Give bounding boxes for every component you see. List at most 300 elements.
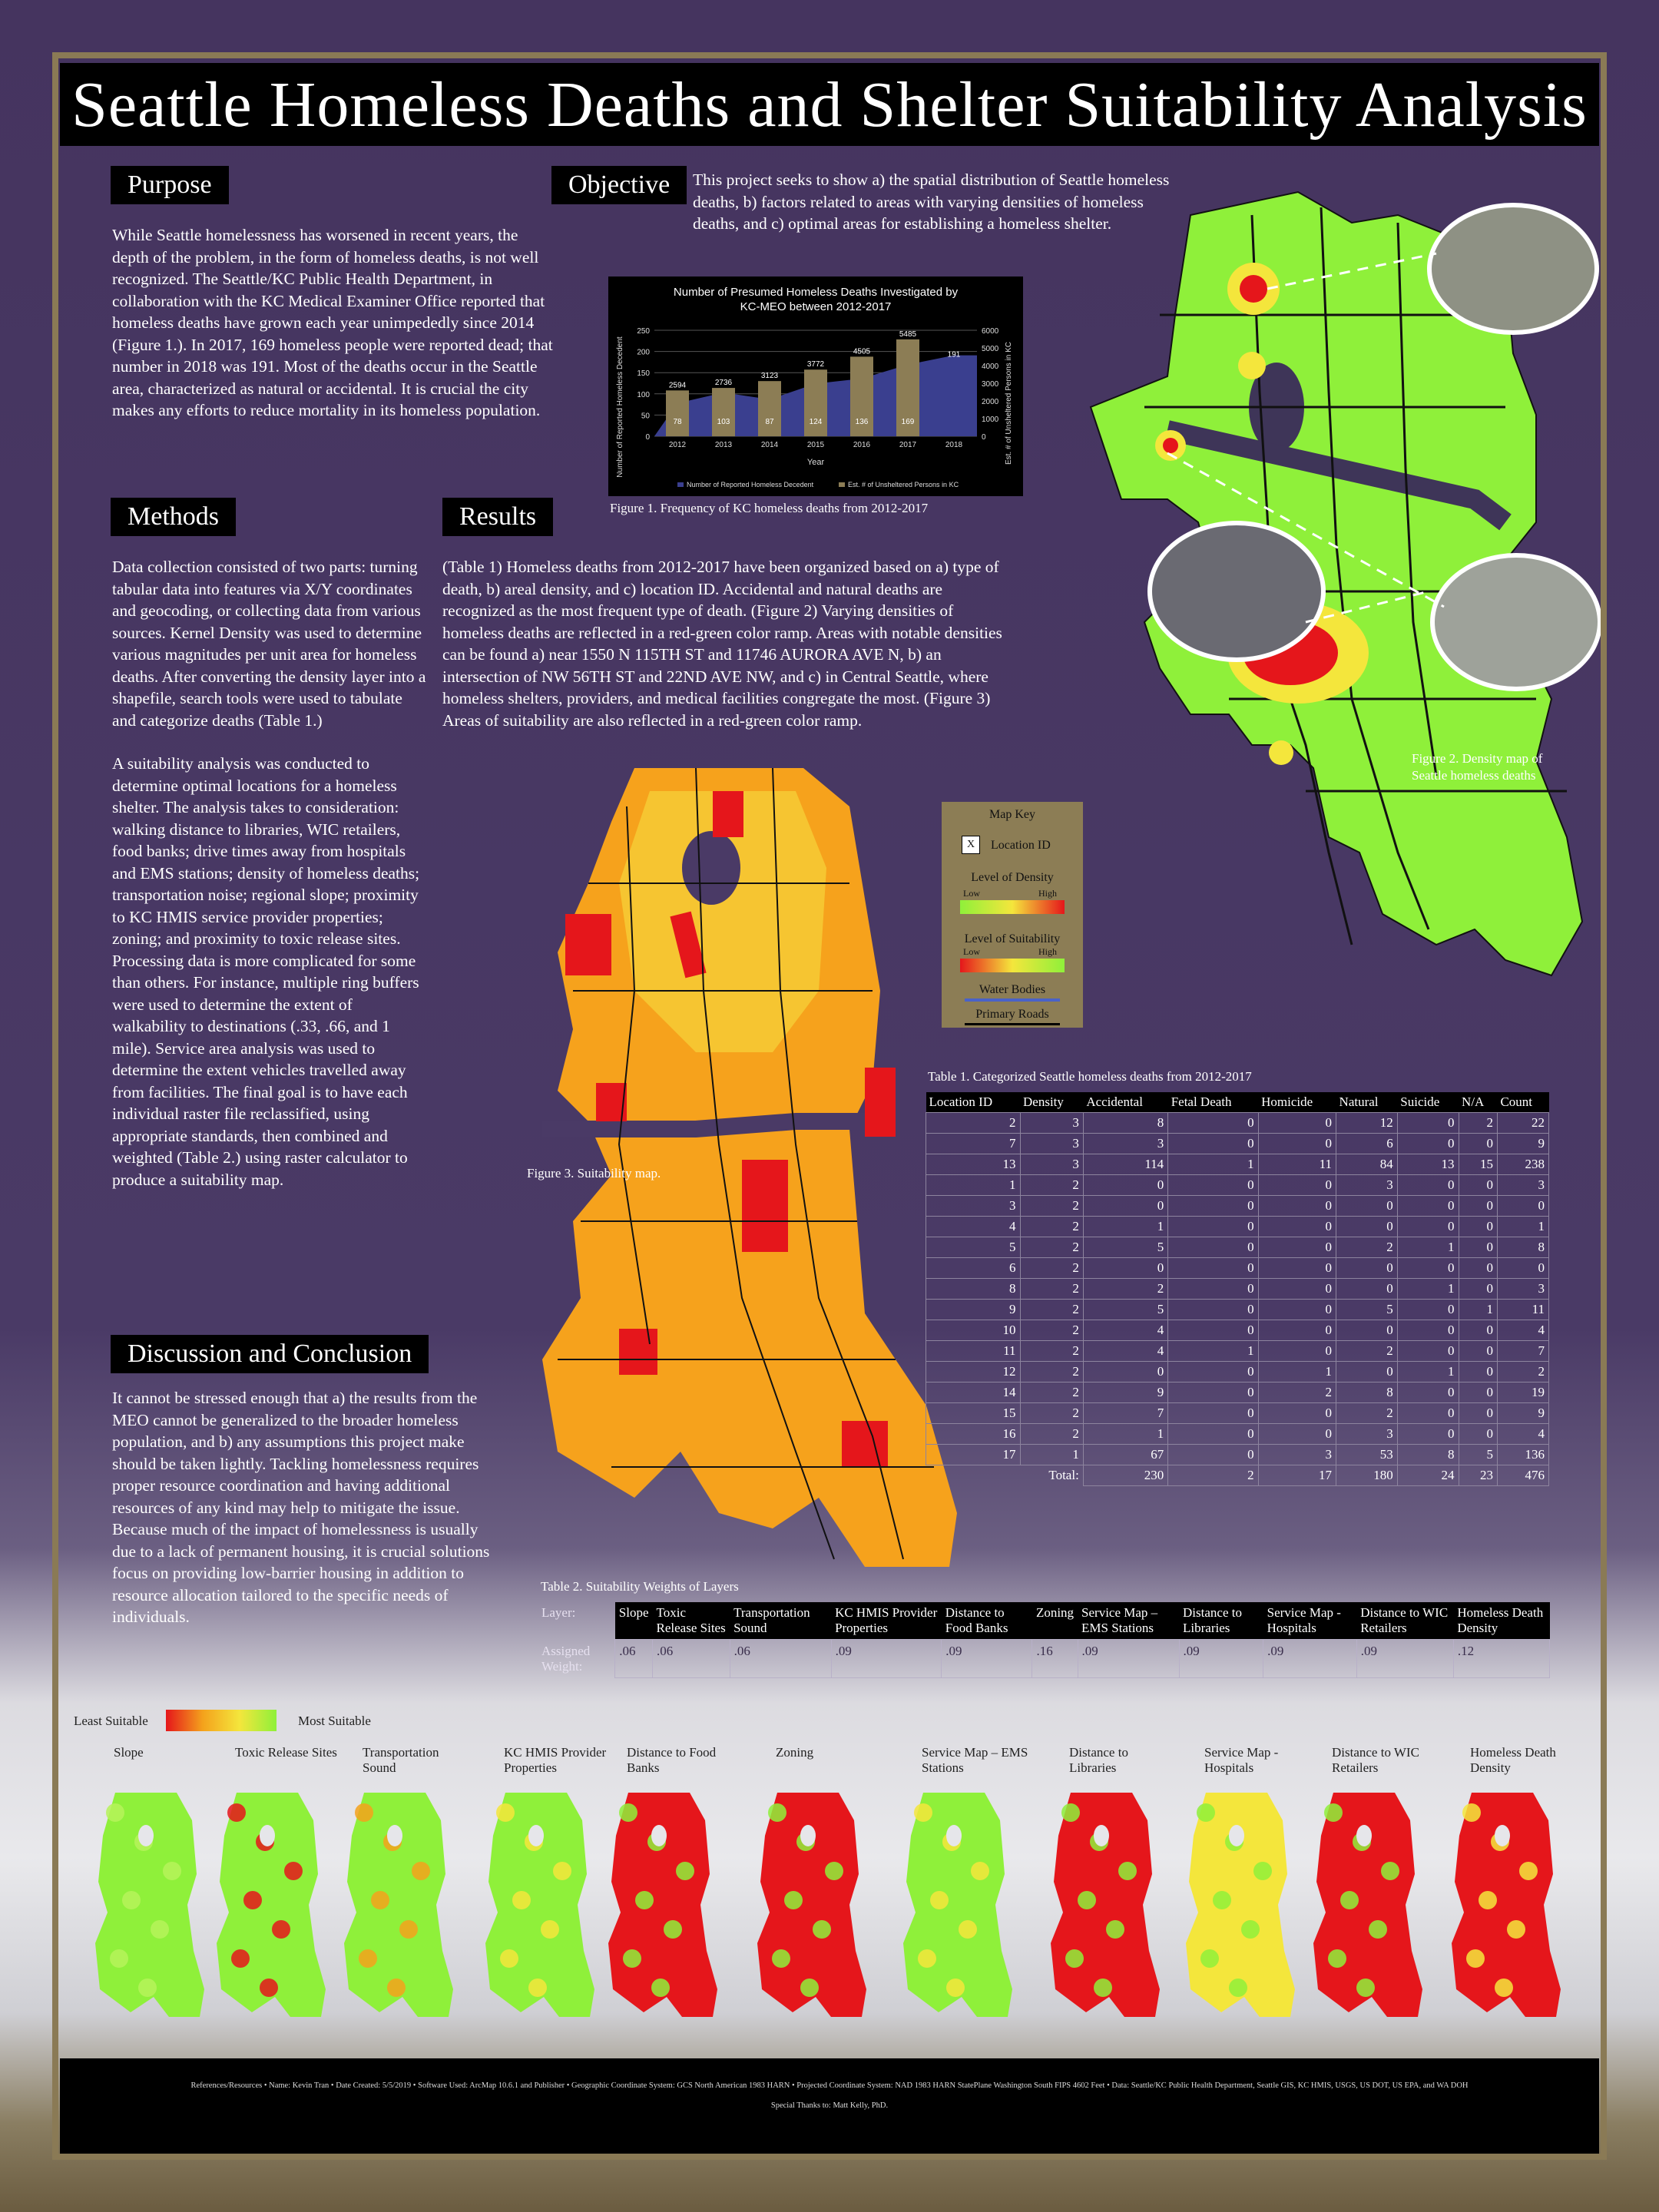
chart-title-line1: Number of Presumed Homeless Deaths Investigated by: [673, 286, 959, 299]
total-label: Total:: [1048, 1468, 1079, 1483]
density-map-graphic: [1075, 161, 1601, 1075]
y2-tick-label: 1000: [982, 416, 999, 424]
layer-header-cell: Transportation Sound: [730, 1602, 831, 1640]
total-cell: 476: [1497, 1465, 1548, 1486]
table-cell: 1: [1083, 1217, 1167, 1237]
table-cell: 4: [1497, 1320, 1548, 1341]
figure-2-caption-line2: Seattle homeless deaths: [1412, 768, 1536, 783]
table-cell: 0: [1336, 1320, 1398, 1341]
table-cell: 4: [926, 1217, 1021, 1237]
results-heading: Results: [442, 498, 553, 536]
table-cell: 2: [1336, 1237, 1398, 1258]
chart-title-line2: KC-MEO between 2012-2017: [740, 300, 892, 313]
weight-cell: .06: [653, 1640, 730, 1678]
layer-map-label: Service Map - Hospitals: [1204, 1745, 1279, 1775]
table-cell: 0: [1168, 1300, 1258, 1320]
total-cell: 24: [1397, 1465, 1459, 1486]
layer-map-thumbnail: [341, 1790, 456, 2020]
bar-data-label: 2736: [714, 379, 733, 388]
table-cell: 0: [1459, 1196, 1497, 1217]
table-row: [926, 1217, 1549, 1237]
table-cell: 13: [1397, 1154, 1459, 1175]
figure-1-chart: [608, 276, 1023, 496]
decedent-data-label: 103: [717, 418, 730, 426]
layer-header-cell: Homeless Death Density: [1453, 1602, 1549, 1640]
bar-data-label: 3123: [760, 372, 779, 381]
y2-tick-label: 6000: [982, 327, 999, 336]
methods-paragraph-1: Data collection consisted of two parts: turning tabular data into features via X/Y coordinates and geocoding, or collecting data from various sources. Kernel Density was used to determine various magnitudes per unit area for homeless deaths. After converting the density layer into a shapefile, search tools were used to tabulate and categorize deaths (Table 1.): [112, 558, 426, 730]
bar-data-label: 2594: [668, 381, 687, 390]
table-cell: 84: [1336, 1154, 1398, 1175]
decedent-data-label: 78: [673, 418, 682, 426]
table-row: [926, 1154, 1549, 1175]
y2-tick-label: 0: [982, 433, 986, 442]
weight-cell: .09: [1078, 1640, 1179, 1678]
total-cell: 2: [1168, 1465, 1258, 1486]
table-cell: 0: [1168, 1175, 1258, 1196]
table-cell: 0: [1336, 1279, 1398, 1300]
table-row: [926, 1382, 1549, 1403]
y2-tick-label: 2000: [982, 398, 999, 406]
table-cell: 6: [1336, 1134, 1398, 1154]
table-row: [926, 1341, 1549, 1362]
table-cell: 0: [1459, 1258, 1497, 1279]
table-cell: 0: [1336, 1258, 1398, 1279]
weight-row-label: Assigned Weight:: [541, 1643, 591, 1674]
discussion-text: It cannot be stressed enough that a) the results from the MEO cannot be generalized to the broader homeless population, and b) any assumptions this project make should be taken lightly. Tackling homelessness requires proper resource coordination and having additional resources of any kind may help to mitigate the issue. Because much of the impact of homelessness is usually due to a lack of permanent housing, it is crucial solutions focus on providing low-barrier housing in addition to resource allocation tailored to the specific needs of individuals.: [112, 1389, 490, 1626]
table-cell: 5: [1083, 1237, 1167, 1258]
table-cell: 0: [1459, 1134, 1497, 1154]
table-cell: 0: [1258, 1237, 1336, 1258]
location-id-label: Location ID: [991, 839, 1051, 852]
table-cell: 11: [926, 1341, 1021, 1362]
suitability-ramp: [960, 959, 1065, 972]
table-cell: 2: [1020, 1279, 1083, 1300]
table-cell: 0: [1497, 1258, 1548, 1279]
table-cell: 0: [1459, 1382, 1497, 1403]
table-cell: 10: [926, 1320, 1021, 1341]
y2-tick-label: 5000: [982, 345, 999, 353]
layer-map-label: Distance to Food Banks: [627, 1745, 717, 1775]
table-cell: 5: [1459, 1445, 1497, 1465]
table-cell: 12: [926, 1362, 1021, 1382]
layer-header-cell: Distance to Libraries: [1179, 1602, 1263, 1640]
total-cell: 23: [1459, 1465, 1497, 1486]
table-cell: 8: [1497, 1237, 1548, 1258]
table-cell: 3: [926, 1196, 1021, 1217]
water-symbol: [965, 998, 1060, 1002]
x-tick-label: 2016: [853, 441, 871, 449]
table-cell: 0: [1168, 1320, 1258, 1341]
table-cell: 0: [1258, 1113, 1336, 1134]
table-row: [926, 1445, 1549, 1465]
table-cell: 8: [1083, 1113, 1167, 1134]
table-cell: 3: [1336, 1424, 1398, 1445]
weight-cell: .12: [1453, 1640, 1549, 1678]
table-cell: 22: [1497, 1113, 1548, 1134]
density-ramp: [960, 900, 1065, 914]
weight-cell: .16: [1032, 1640, 1078, 1678]
table-row: [926, 1134, 1549, 1154]
table-cell: 3: [1020, 1154, 1083, 1175]
table-cell: 4: [1083, 1341, 1167, 1362]
table-cell: 2: [1083, 1279, 1167, 1300]
weight-cell: .06: [730, 1640, 831, 1678]
x-tick-label: 2018: [945, 441, 963, 449]
layer-map-label: Homeless Death Density: [1470, 1745, 1556, 1775]
table-cell: 2: [1020, 1382, 1083, 1403]
methods-paragraph-2: A suitability analysis was conducted to determine optimal locations for a homeless shelter. The analysis takes to consideration: walking distance to libraries, WIC retailers, food banks; drive times away from hospitals and EMS stations; density of homeless deaths; transportation noise; regional slope; proximity to KC HMIS service provider properties; zoning; and proximity to toxic release sites. Processing data is more complicated for some than others. For instance, multiple ring buffers were used to determine the extent of walkability to destinations (.33, .66, and 1 mile). Service area analysis was used to determine the extent vehicles travelled away from facilities. The final goal is to have each individual raster file reclassified, using appropriate standards, then combined and weighted (Table 2.) using raster calculator to produce a suitability map.: [112, 754, 420, 1189]
purpose-heading: Purpose: [111, 166, 229, 204]
table-cell: 5: [926, 1237, 1021, 1258]
table-cell: 0: [1258, 1424, 1336, 1445]
layer-map-thumbnail: [1183, 1790, 1298, 2020]
legend-unsheltered: Est. # of Unsheltered Persons in KC: [848, 481, 959, 488]
figure-1-caption: Figure 1. Frequency of KC homeless deaths from 2012-2017: [610, 501, 929, 515]
table-1-header-cell: Fetal Death: [1168, 1092, 1258, 1113]
table-cell: 0: [1083, 1258, 1167, 1279]
density-high: High: [1038, 888, 1057, 899]
layer-map-label: Service Map – EMS Stations: [922, 1745, 1028, 1775]
y-tick-label: 150: [637, 369, 650, 379]
weight-cell: .09: [1179, 1640, 1263, 1678]
table-cell: 1: [1397, 1362, 1459, 1382]
table-cell: 0: [1168, 1258, 1258, 1279]
layer-header-cell: Toxic Release Sites: [653, 1602, 730, 1640]
table-1-header-cell: Homicide: [1258, 1092, 1336, 1113]
table-2: [538, 1602, 1550, 1678]
layer-map-thumbnail: [754, 1790, 869, 2020]
table-1-header-row: [926, 1092, 1549, 1113]
table-cell: 3: [1336, 1175, 1398, 1196]
legend-decedent: Number of Reported Homeless Decedent: [687, 481, 814, 488]
bar-data-label: 4505: [853, 347, 871, 356]
table-cell: 0: [1168, 1279, 1258, 1300]
table-cell: 0: [1258, 1175, 1336, 1196]
table-1-caption: Table 1. Categorized Seattle homeless deaths from 2012-2017: [928, 1069, 1252, 1084]
table-cell: 11: [1258, 1154, 1336, 1175]
table-cell: 0: [1258, 1134, 1336, 1154]
table-cell: 0: [1168, 1217, 1258, 1237]
weight-cell: .09: [1263, 1640, 1357, 1678]
table-cell: 1: [1459, 1300, 1497, 1320]
table-cell: 0: [1397, 1424, 1459, 1445]
layer-map-label: Distance to Libraries: [1069, 1745, 1128, 1775]
layer-map-thumbnail: [1310, 1790, 1426, 2020]
y-tick-label: 50: [641, 412, 650, 421]
table-cell: 238: [1497, 1154, 1548, 1175]
table-row: [926, 1320, 1549, 1341]
total-cell: 17: [1258, 1465, 1336, 1486]
table-1-header-cell: Suicide: [1397, 1092, 1459, 1113]
table-cell: 2: [1020, 1217, 1083, 1237]
table-cell: 6: [926, 1258, 1021, 1279]
table-cell: 11: [1497, 1300, 1548, 1320]
table-cell: 2: [1020, 1258, 1083, 1279]
decedent-data-label: 124: [809, 418, 823, 426]
table-cell: 15: [926, 1403, 1021, 1424]
table-cell: 3: [1020, 1134, 1083, 1154]
layer-header-cell: Service Map - Hospitals: [1263, 1602, 1357, 1640]
table-cell: 2: [1020, 1424, 1083, 1445]
bar-unsheltered: [666, 390, 689, 436]
table-cell: 2: [1258, 1382, 1336, 1403]
chart-xlabel: Year: [806, 458, 825, 467]
table-row: [926, 1279, 1549, 1300]
weight-cell: .09: [1356, 1640, 1453, 1678]
bar-chart: [608, 276, 1023, 496]
table-cell: 2: [1336, 1403, 1398, 1424]
table-cell: 0: [1497, 1196, 1548, 1217]
table-2-caption: Table 2. Suitability Weights of Layers: [541, 1579, 739, 1594]
table-cell: 0: [1168, 1134, 1258, 1154]
footer-thanks: Special Thanks to: Matt Kelly, PhD.: [770, 2101, 889, 2110]
layer-row-label: Layer:: [541, 1605, 576, 1620]
table-cell: 4: [1083, 1320, 1167, 1341]
water-bodies-label: Water Bodies: [979, 983, 1046, 996]
table-cell: 1: [1397, 1237, 1459, 1258]
suitability-label: Level of Suitability: [964, 932, 1061, 945]
table-cell: 2: [926, 1113, 1021, 1134]
table-cell: 2: [1020, 1362, 1083, 1382]
table-row: [926, 1300, 1549, 1320]
table-cell: 0: [1459, 1175, 1497, 1196]
table-cell: 4: [1497, 1424, 1548, 1445]
table-row: [926, 1362, 1549, 1382]
table-cell: 0: [1397, 1258, 1459, 1279]
table-row: [926, 1403, 1549, 1424]
table-cell: 0: [1083, 1362, 1167, 1382]
table-cell: 2: [1336, 1341, 1398, 1362]
layer-map-label: Toxic Release Sites: [235, 1745, 337, 1760]
methods-heading: Methods: [111, 498, 236, 536]
table-cell: 7: [1497, 1341, 1548, 1362]
suitability-low: Low: [963, 946, 980, 957]
table-cell: 2: [1020, 1237, 1083, 1258]
poster-title: Seattle Homeless Deaths and Shelter Suitability Analysis: [71, 68, 1588, 141]
table-cell: 5: [1336, 1300, 1398, 1320]
table-cell: 0: [1459, 1237, 1497, 1258]
table-cell: 16: [926, 1424, 1021, 1445]
table-cell: 0: [1459, 1341, 1497, 1362]
layer-map-label: Zoning: [776, 1745, 814, 1760]
x-tick-label: 2015: [806, 441, 825, 449]
table-cell: 53: [1336, 1445, 1398, 1465]
purpose-text: While Seattle homelessness has worsened in recent years, the depth of the problem, in the form of homeless deaths, is not well recognized. The Seattle/KC Public Health Department, in collaboration with the KC Medical Examiner Office reported that homeless deaths have grown each year unimpededly since 2014 (Figure 1.). In 2017, 169 homeless people were reported dead; that number in 2018 was 191. Most of the deaths occur in the Seattle area, characterized as natural or accidental. It is crucial the city makes any efforts to reduce mortality in its homeless population.: [112, 226, 553, 419]
table-1-header-cell: N/A: [1459, 1092, 1497, 1113]
x-tick-label: 2017: [899, 441, 917, 449]
table-cell: 1: [1397, 1279, 1459, 1300]
table-cell: 0: [1397, 1300, 1459, 1320]
discussion-heading: Discussion and Conclusion: [111, 1335, 429, 1373]
weight-cell: .09: [831, 1640, 942, 1678]
weight-cell: .06: [615, 1640, 653, 1678]
table-1-header-cell: Natural: [1336, 1092, 1398, 1113]
table-1-header-cell: Density: [1020, 1092, 1083, 1113]
table-cell: 0: [1083, 1196, 1167, 1217]
table-cell: 15: [1459, 1154, 1497, 1175]
footer-references: References/Resources • Name: Kevin Tran • Date Created: 5/5/2019 • Software Used: ArcMap 10.6.1 and Publisher • Geographic Coordinate System: GCS North American 1983 HARN • Projected Coordinate System: NAD 1983 HARN StatePlane Washington South FIPS 4602 Feet • Data: Seattle/KC Public Health Department, Seattle GIS, KC HMIS, USGS, US DOT, US EPA, and WA DOH: [190, 2081, 1469, 2090]
table-cell: 9: [926, 1300, 1021, 1320]
title-bar: [60, 63, 1599, 146]
layer-map-thumbnail: [900, 1790, 1015, 2020]
location-id-symbol: X: [962, 836, 980, 854]
table-cell: 9: [1497, 1403, 1548, 1424]
table-cell: 7: [926, 1134, 1021, 1154]
table-cell: 0: [1168, 1424, 1258, 1445]
table-cell: 7: [1083, 1403, 1167, 1424]
bar-data-label: 5485: [899, 329, 917, 339]
table-cell: 0: [1397, 1217, 1459, 1237]
layer-header-cell: Zoning: [1032, 1602, 1078, 1640]
table-cell: 0: [1336, 1362, 1398, 1382]
table-cell: 0: [1397, 1320, 1459, 1341]
table-cell: 0: [1168, 1382, 1258, 1403]
layer-header-cell: Distance to Food Banks: [942, 1602, 1032, 1640]
table-cell: 0: [1397, 1113, 1459, 1134]
table-cell: 0: [1459, 1279, 1497, 1300]
layer-map-label: KC HMIS Provider Properties: [504, 1745, 607, 1775]
y2-tick-label: 3000: [982, 380, 999, 389]
table-cell: 2: [1020, 1196, 1083, 1217]
legend-swatch-unsheltered: [839, 482, 845, 487]
table-1: [926, 1092, 1549, 1486]
x-tick-label: 2014: [760, 441, 779, 449]
y-tick-label: 200: [637, 348, 650, 357]
table-cell: 2: [1497, 1362, 1548, 1382]
table-1-header-cell: Accidental: [1083, 1092, 1167, 1113]
decedent-data-label: 87: [765, 418, 774, 426]
table-cell: 0: [1397, 1382, 1459, 1403]
table-cell: 0: [1083, 1175, 1167, 1196]
table-cell: 114: [1083, 1154, 1167, 1175]
table-cell: 1: [1168, 1341, 1258, 1362]
table-cell: 0: [1258, 1279, 1336, 1300]
methods-text: [112, 556, 429, 1212]
table-cell: 3: [1258, 1445, 1336, 1465]
table-cell: 0: [1258, 1300, 1336, 1320]
table-cell: 2: [1020, 1300, 1083, 1320]
layer-map-label: Slope: [114, 1745, 144, 1760]
primary-roads-label: Primary Roads: [975, 1008, 1049, 1021]
footer: [60, 2058, 1599, 2154]
layer-map-label: Distance to WIC Retailers: [1332, 1745, 1419, 1775]
table-row: [926, 1175, 1549, 1196]
weight-cell: .09: [942, 1640, 1032, 1678]
table-cell: 1: [1497, 1217, 1548, 1237]
layer-header-cell: Slope: [615, 1602, 653, 1640]
table-row: [926, 1258, 1549, 1279]
map-key-title: Map Key: [989, 808, 1035, 821]
objective-heading: Objective: [551, 166, 687, 204]
layer-map-thumbnail: [92, 1790, 207, 2020]
table-cell: 1: [1083, 1424, 1167, 1445]
layer-header-cell: Distance to WIC Retailers: [1356, 1602, 1453, 1640]
table-row: [926, 1424, 1549, 1445]
table-1-header-cell: Location ID: [926, 1092, 1021, 1113]
table-cell: 1: [926, 1175, 1021, 1196]
table-cell: 0: [1459, 1403, 1497, 1424]
table-cell: 2: [1459, 1113, 1497, 1134]
y-tick-label: 0: [645, 433, 650, 442]
x-tick-label: 2012: [668, 441, 687, 449]
table-cell: 136: [1497, 1445, 1548, 1465]
table-cell: 0: [1459, 1424, 1497, 1445]
table-row: [926, 1113, 1549, 1134]
table-cell: 9: [1083, 1382, 1167, 1403]
table-cell: 0: [1258, 1403, 1336, 1424]
table-cell: 3: [1497, 1279, 1548, 1300]
table-cell: 1: [1020, 1445, 1083, 1465]
table-cell: 1: [1258, 1362, 1336, 1382]
bar-data-label: 3772: [806, 360, 825, 369]
total-cell: 180: [1336, 1465, 1398, 1486]
table-cell: 67: [1083, 1445, 1167, 1465]
total-cell: 230: [1083, 1465, 1167, 1486]
table-cell: 0: [1397, 1196, 1459, 1217]
table-cell: 0: [1168, 1237, 1258, 1258]
table-cell: 0: [1397, 1403, 1459, 1424]
table-cell: 0: [1258, 1217, 1336, 1237]
table-cell: 3: [1083, 1134, 1167, 1154]
table-cell: 13: [926, 1154, 1021, 1175]
y2-tick-label: 4000: [982, 363, 999, 371]
table-cell: 0: [1459, 1217, 1497, 1237]
layer-map-thumbnail: [1048, 1790, 1163, 2020]
table-cell: 0: [1336, 1217, 1398, 1237]
table-cell: 17: [926, 1445, 1021, 1465]
layer-map-label: Transportation Sound: [363, 1745, 439, 1775]
y-tick-label: 100: [637, 390, 650, 399]
roads-symbol: [965, 1023, 1060, 1025]
table-cell: 0: [1397, 1341, 1459, 1362]
layer-header-cell: KC HMIS Provider Properties: [831, 1602, 942, 1640]
table-cell: 2: [1020, 1403, 1083, 1424]
table-cell: 3: [1497, 1175, 1548, 1196]
decedent-data-label: 191: [947, 350, 961, 359]
table-cell: 0: [1258, 1196, 1336, 1217]
table-cell: 8: [926, 1279, 1021, 1300]
table-cell: 5: [1083, 1300, 1167, 1320]
legend-swatch-decedent: [677, 482, 684, 487]
decedent-data-label: 169: [901, 418, 915, 426]
table-cell: 0: [1459, 1320, 1497, 1341]
table-cell: 3: [1020, 1113, 1083, 1134]
table-cell: 0: [1258, 1320, 1336, 1341]
table-cell: 0: [1397, 1175, 1459, 1196]
chart-ylabel: Number of Reported Homeless Decedent: [616, 336, 624, 478]
table-cell: 0: [1168, 1362, 1258, 1382]
decedent-data-label: 136: [855, 418, 869, 426]
table-cell: 2: [1020, 1341, 1083, 1362]
density-label: Level of Density: [971, 871, 1054, 884]
y-tick-label: 250: [637, 327, 650, 336]
figure-2-caption-line1: Figure 2. Density map of: [1412, 751, 1543, 766]
table-cell: 0: [1459, 1362, 1497, 1382]
table-1-header-cell: Count: [1497, 1092, 1548, 1113]
table-cell: 0: [1258, 1341, 1336, 1362]
table-cell: 0: [1168, 1196, 1258, 1217]
map-key: [942, 802, 1083, 1028]
table-cell: 14: [926, 1382, 1021, 1403]
table-cell: 12: [1336, 1113, 1398, 1134]
bar-unsheltered: [712, 388, 735, 436]
table-cell: 2: [1020, 1320, 1083, 1341]
chart-y2label: Est. # of Unsheltered Persons in KC: [1005, 341, 1013, 465]
layer-header-cell: Service Map – EMS Stations: [1078, 1602, 1179, 1640]
table-cell: 0: [1168, 1403, 1258, 1424]
density-low: Low: [963, 888, 980, 899]
